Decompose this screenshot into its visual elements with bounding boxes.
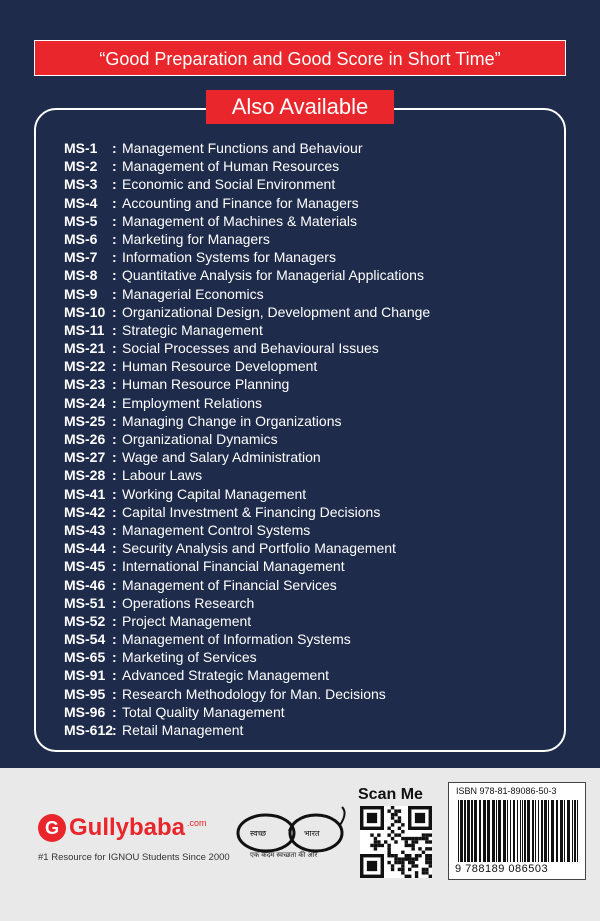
tagline-banner: “Good Preparation and Good Score in Short Time”	[34, 40, 566, 76]
course-code: MS-91	[64, 667, 106, 684]
list-item	[64, 194, 564, 212]
course-title: Social Processes and Behavioural Issues	[122, 340, 379, 357]
list-item	[64, 339, 564, 357]
course-title: Security Analysis and Portfolio Management	[122, 540, 396, 557]
course-title: Marketing for Managers	[122, 230, 270, 247]
separator: :	[112, 594, 117, 611]
course-code: MS-28	[64, 467, 106, 484]
separator: :	[112, 558, 117, 575]
logo-mark-icon: G	[38, 814, 66, 842]
separator: :	[112, 540, 117, 557]
course-title: Management of Machines & Materials	[122, 212, 357, 229]
course-title: Strategic Management	[122, 321, 263, 338]
separator: :	[112, 303, 117, 320]
list-item	[64, 285, 564, 303]
separator: :	[112, 485, 117, 502]
separator: :	[112, 576, 117, 593]
resource-tagline: #1 Resource for IGNOU Students Since 2000	[38, 852, 230, 863]
course-title: Management of Human Resources	[122, 158, 340, 175]
course-code: MS-612	[64, 722, 114, 738]
separator: :	[112, 394, 117, 411]
course-code: MS-9	[64, 285, 98, 302]
separator: :	[112, 340, 117, 357]
course-title: Wage and Salary Administration	[122, 449, 321, 466]
separator: :	[112, 267, 117, 284]
list-item	[64, 448, 564, 466]
course-code: MS-41	[64, 485, 106, 502]
course-code: MS-8	[64, 267, 98, 284]
list-item	[64, 594, 564, 612]
separator: :	[112, 140, 117, 156]
list-item	[64, 430, 564, 448]
course-title: Total Quality Management	[122, 703, 285, 720]
separator: :	[112, 631, 117, 648]
scan-me-label: Scan Me	[358, 786, 423, 803]
list-item	[64, 375, 564, 393]
also-available-heading: Also Available	[206, 90, 394, 124]
course-code: MS-1	[64, 140, 98, 156]
course-code: MS-45	[64, 558, 106, 575]
list-item	[64, 703, 564, 721]
course-title: Labour Laws	[122, 467, 203, 484]
list-item	[64, 721, 564, 739]
isbn-label: ISBN 978-81-89086-50-3	[456, 786, 557, 796]
list-item	[64, 157, 564, 175]
separator: :	[112, 685, 117, 702]
barcode-icon	[456, 800, 580, 862]
separator: :	[112, 212, 117, 229]
separator: :	[112, 612, 117, 629]
course-title: Information Systems for Managers	[122, 249, 336, 266]
course-title: Research Methodology for Man. Decisions	[122, 685, 386, 702]
course-title: Operations Research	[122, 594, 255, 611]
course-title: Organizational Dynamics	[122, 431, 278, 447]
course-title: International Financial Management	[122, 558, 345, 575]
course-title: Management of Financial Services	[122, 576, 337, 593]
course-code: MS-52	[64, 612, 106, 629]
separator: :	[112, 176, 117, 193]
course-title: Marketing of Services	[122, 649, 257, 666]
list-item	[64, 248, 564, 266]
course-title: Managing Change in Organizations	[122, 412, 342, 429]
separator: :	[112, 722, 117, 738]
separator: :	[112, 285, 117, 302]
course-code: MS-4	[64, 194, 98, 211]
course-code: MS-25	[64, 412, 106, 429]
course-title: Employment Relations	[122, 394, 263, 411]
course-title: Human Resource Planning	[122, 376, 290, 393]
course-code: MS-65	[64, 649, 106, 666]
separator: :	[112, 449, 117, 466]
course-title: Management Functions and Behaviour	[122, 140, 363, 156]
svg-text:भारत: भारत	[304, 829, 320, 838]
separator: :	[112, 703, 117, 720]
separator: :	[112, 194, 117, 211]
course-code: MS-22	[64, 358, 106, 375]
separator: :	[112, 249, 117, 266]
list-item	[64, 648, 564, 666]
course-code: MS-27	[64, 449, 106, 466]
separator: :	[112, 321, 117, 338]
separator: :	[112, 376, 117, 393]
separator: :	[112, 467, 117, 484]
course-code: MS-46	[64, 576, 106, 593]
list-item	[64, 666, 564, 684]
course-code: MS-6	[64, 230, 98, 247]
course-title: Management Control Systems	[122, 521, 311, 538]
list-item	[64, 139, 564, 157]
separator: :	[112, 412, 117, 429]
course-title: Organizational Design, Development and Change	[122, 303, 431, 320]
logo-suffix: .com	[187, 818, 207, 828]
course-code: MS-44	[64, 540, 106, 557]
swachh-caption: एक कदम स्वच्छता की ओर	[250, 852, 318, 859]
separator: :	[112, 521, 117, 538]
course-code: MS-54	[64, 631, 106, 648]
list-item	[64, 394, 564, 412]
separator: :	[112, 431, 117, 447]
barcode-number: 9 788189 086503	[455, 863, 549, 875]
list-item	[64, 321, 564, 339]
course-code: MS-95	[64, 685, 106, 702]
list-item	[64, 521, 564, 539]
course-code: MS-23	[64, 376, 106, 393]
course-code: MS-43	[64, 521, 106, 538]
course-code: MS-21	[64, 340, 106, 357]
separator: :	[112, 667, 117, 684]
separator: :	[112, 158, 117, 175]
course-title: Retail Management	[122, 722, 244, 738]
gullybaba-logo	[38, 813, 218, 843]
separator: :	[112, 503, 117, 520]
list-item	[64, 576, 564, 594]
separator: :	[112, 230, 117, 247]
list-item	[64, 485, 564, 503]
list-item	[64, 303, 564, 321]
course-code: MS-96	[64, 703, 106, 720]
separator: :	[112, 649, 117, 666]
list-item	[64, 466, 564, 484]
course-title: Managerial Economics	[122, 285, 264, 302]
list-item	[64, 503, 564, 521]
course-title: Quantitative Analysis for Managerial Applications	[122, 267, 424, 284]
course-list	[64, 139, 564, 739]
course-code: MS-2	[64, 158, 98, 175]
course-code: MS-11	[64, 321, 105, 338]
course-code: MS-51	[64, 594, 106, 611]
qr-code-icon[interactable]	[360, 806, 432, 878]
course-title: Economic and Social Environment	[122, 176, 336, 193]
list-item	[64, 630, 564, 648]
list-item	[64, 685, 564, 703]
list-item	[64, 175, 564, 193]
list-item	[64, 230, 564, 248]
course-title: Advanced Strategic Management	[122, 667, 330, 684]
list-item	[64, 212, 564, 230]
course-code: MS-5	[64, 212, 98, 229]
course-code: MS-26	[64, 431, 106, 447]
course-code: MS-3	[64, 176, 98, 193]
list-item	[64, 557, 564, 575]
separator: :	[112, 358, 117, 375]
logo-wordmark: Gullybaba	[69, 814, 186, 841]
svg-text:स्वच्छ: स्वच्छ	[250, 829, 267, 838]
list-item	[64, 412, 564, 430]
list-item	[64, 539, 564, 557]
course-title: Management of Information Systems	[122, 631, 351, 648]
course-title: Accounting and Finance for Managers	[122, 194, 359, 211]
course-code: MS-42	[64, 503, 106, 520]
course-title: Human Resource Development	[122, 358, 318, 375]
course-code: MS-10	[64, 303, 106, 320]
list-item	[64, 357, 564, 375]
course-code: MS-7	[64, 249, 98, 266]
list-item	[64, 266, 564, 284]
course-code: MS-24	[64, 394, 106, 411]
list-item	[64, 612, 564, 630]
course-title: Working Capital Management	[122, 485, 307, 502]
course-title: Capital Investment & Financing Decisions	[122, 503, 381, 520]
course-title: Project Management	[122, 612, 252, 629]
